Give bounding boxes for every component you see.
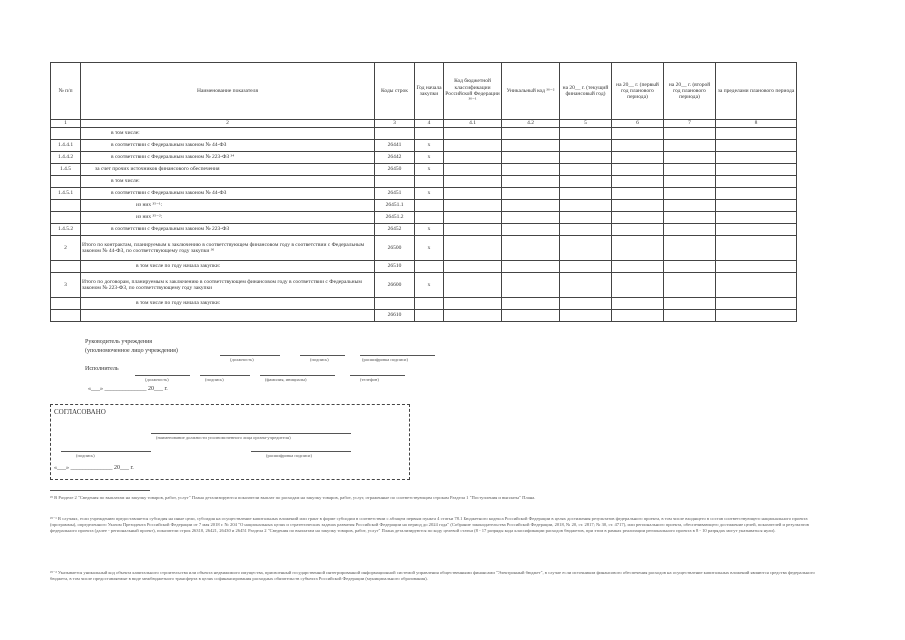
header-unique-code: Уникальный код ³⁶⁻² (502, 63, 560, 120)
row-no: 3 (51, 273, 81, 298)
row-name: Итого по контрактам, планируемым к заключению в соответствующем финансовом году в соответствии с Федеральным законом № 44-ФЗ, по соответствующему году закупки ³⁶ (81, 236, 375, 261)
row-code: 26600 (375, 273, 415, 298)
table-row (51, 176, 797, 188)
value-cell[interactable] (560, 273, 612, 298)
footnote-separator (50, 490, 150, 491)
value-cell[interactable] (612, 140, 664, 152)
row-year (415, 200, 444, 212)
table-row (51, 224, 797, 236)
row-year (415, 128, 444, 140)
header-beyond: за пределами планового периода (716, 63, 797, 120)
value-cell[interactable] (612, 261, 664, 273)
value-cell[interactable] (444, 310, 502, 322)
approval-sig-caption: (подпись) (76, 453, 95, 458)
col-num: 5 (560, 120, 612, 128)
executor-fio-line[interactable] (260, 375, 335, 376)
value-cell[interactable] (560, 212, 612, 224)
table-row (51, 273, 797, 298)
approval-decode-caption: (расшифровка подписи) (266, 453, 312, 458)
value-cell[interactable] (444, 236, 502, 261)
header-first-year: на 20__ г. (первый год планового периода) (612, 63, 664, 120)
col-num: 4.2 (502, 120, 560, 128)
approval-signature-line[interactable] (61, 451, 151, 452)
header-current-year: на 20__ г. (текущий финансовый год) (560, 63, 612, 120)
row-name: в том числе по году начала закупки: (81, 261, 375, 273)
value-cell[interactable] (716, 261, 797, 273)
column-number-row (51, 120, 797, 128)
value-cell[interactable] (444, 200, 502, 212)
row-year: х (415, 140, 444, 152)
cap-position2: (должность) (145, 377, 169, 382)
cap-fio: (фамилия, инициалы) (265, 377, 307, 382)
table-row (51, 200, 797, 212)
row-name: в соответствии с Федеральным законом № 44-ФЗ (81, 140, 375, 152)
value-cell[interactable] (716, 236, 797, 261)
approval-org-line[interactable] (151, 433, 351, 434)
table-row (51, 261, 797, 273)
header-year: Год начала закупки (415, 63, 444, 120)
value-cell[interactable] (664, 188, 716, 200)
value-cell[interactable] (716, 176, 797, 188)
table-row (51, 128, 797, 140)
value-cell[interactable] (502, 128, 560, 140)
table-row (51, 140, 797, 152)
date-line: «___» ______________ 20___ г. (88, 386, 168, 392)
value-cell[interactable] (560, 164, 612, 176)
value-cell[interactable] (502, 224, 560, 236)
row-no: 1.4.4.2 (51, 152, 81, 164)
table-row (51, 164, 797, 176)
value-cell[interactable] (664, 273, 716, 298)
row-year: х (415, 164, 444, 176)
row-no (51, 176, 81, 188)
cap-signature: (подпись) (310, 357, 329, 362)
value-cell[interactable] (560, 224, 612, 236)
row-year (415, 212, 444, 224)
row-name: в том числе: (81, 176, 375, 188)
value-cell[interactable] (444, 128, 502, 140)
table-row (51, 152, 797, 164)
value-cell[interactable] (502, 212, 560, 224)
row-year (415, 310, 444, 322)
col-num: 4 (415, 120, 444, 128)
value-cell[interactable] (716, 224, 797, 236)
value-cell[interactable] (560, 140, 612, 152)
head-label: Руководитель учреждения (85, 339, 153, 345)
col-num: 1 (51, 120, 81, 128)
value-cell[interactable] (716, 164, 797, 176)
row-name: Итого по договорам, планируемым к заключению в соответствующем финансовом году в соответствии с Федеральным законом № 223-ФЗ, по соответствующему году закупки (81, 273, 375, 298)
row-name: в том числе: (81, 128, 375, 140)
approval-date-line: «___» ______________ 20___ г. (54, 465, 134, 471)
row-code: 26442 (375, 152, 415, 164)
value-cell[interactable] (612, 298, 664, 310)
executor-signature-line[interactable] (200, 375, 250, 376)
value-cell[interactable] (560, 200, 612, 212)
value-cell[interactable] (502, 176, 560, 188)
row-name: из них ³⁵⁻¹: (81, 200, 375, 212)
value-cell[interactable] (560, 236, 612, 261)
value-cell[interactable] (664, 200, 716, 212)
footnote-35: ³⁵ В Разделе 2 "Сведения по выплатам на закупку товаров, работ, услуг" Плана детализируются показатели выплат по расходам на закупку товаров, работ, услуг, отраженные по соответствующим строкам Раздела 1 "Поступления и выплаты" Плана. (50, 495, 536, 500)
row-no: 1.4.4.1 (51, 140, 81, 152)
approval-box (50, 404, 410, 480)
value-cell[interactable] (612, 236, 664, 261)
header-code: Коды строк (375, 63, 415, 120)
value-cell[interactable] (560, 298, 612, 310)
row-code: 26451 (375, 188, 415, 200)
value-cell[interactable] (502, 164, 560, 176)
approval-decode-line[interactable] (251, 451, 351, 452)
row-year: х (415, 152, 444, 164)
row-code: 26500 (375, 236, 415, 261)
value-cell[interactable] (664, 176, 716, 188)
col-num: 8 (716, 120, 797, 128)
approval-org-caption: (наименование должности уполномоченного лица органа-учредителя) (156, 435, 291, 440)
value-cell[interactable] (664, 224, 716, 236)
value-cell[interactable] (560, 176, 612, 188)
executor-phone-line[interactable] (350, 375, 405, 376)
col-num: 7 (664, 120, 716, 128)
row-code: 26610 (375, 310, 415, 322)
head-signature-line[interactable] (300, 355, 345, 356)
row-name: в том числе по году начала закупки: (81, 298, 375, 310)
value-cell[interactable] (502, 140, 560, 152)
header-name: Наименование показателя (81, 63, 375, 120)
row-code: 26452 (375, 224, 415, 236)
head-position-line[interactable] (220, 355, 280, 356)
row-no (51, 212, 81, 224)
value-cell[interactable] (502, 200, 560, 212)
value-cell[interactable] (664, 164, 716, 176)
row-code: 26451.1 (375, 200, 415, 212)
row-code: 26510 (375, 261, 415, 273)
value-cell[interactable] (444, 261, 502, 273)
value-cell[interactable] (612, 212, 664, 224)
value-cell[interactable] (612, 224, 664, 236)
value-cell[interactable] (612, 128, 664, 140)
row-year (415, 298, 444, 310)
value-cell[interactable] (612, 188, 664, 200)
value-cell[interactable] (560, 128, 612, 140)
value-cell[interactable] (612, 152, 664, 164)
value-cell[interactable] (444, 152, 502, 164)
payments-table (50, 62, 797, 322)
value-cell[interactable] (716, 140, 797, 152)
header-kbk: Код бюджетной классификации Российской Федерации ³⁶⁻¹ (444, 63, 502, 120)
value-cell[interactable] (444, 212, 502, 224)
value-cell[interactable] (716, 298, 797, 310)
value-cell[interactable] (664, 128, 716, 140)
value-cell[interactable] (612, 176, 664, 188)
row-year: х (415, 273, 444, 298)
table-row (51, 188, 797, 200)
row-year (415, 261, 444, 273)
value-cell[interactable] (664, 152, 716, 164)
value-cell[interactable] (664, 298, 716, 310)
value-cell[interactable] (664, 212, 716, 224)
value-cell[interactable] (444, 188, 502, 200)
value-cell[interactable] (716, 200, 797, 212)
table-row (51, 298, 797, 310)
value-cell[interactable] (664, 310, 716, 322)
value-cell[interactable] (716, 128, 797, 140)
cap-phone: (телефон) (360, 377, 379, 382)
value-cell[interactable] (716, 212, 797, 224)
row-code (375, 176, 415, 188)
row-code (375, 128, 415, 140)
value-cell[interactable] (716, 273, 797, 298)
footnote-35-1: ³⁵⁻¹ В случаях, если учреждению предоставляется субсидия на иные цели, субсидия на осуществление капитальных вложений или грант в форме субсидии в соответствии с абзацем первым пункта 4 статьи 78.1 Бюджетного кодекса Российской Федерации в целях достижения результатов федерального проекта, в том числе входящего в состав соответствующего национального проекта (программы), определенного Указом Президента Российской Федерации от 7 мая 2018 г. № 204 "О национальных целях и стратегических задачах развития Российской Федерации на период до 2024 года" (Собрание законодательства Российской Федерации, 2018, № 20, ст. 2817; № 30, ст. 4717), или регионального проекта, обеспечивающего достижение целей, показателей и результатов федерального проекта (далее - региональный проект), показатели строк 26310, 26421, 26430 и 26451 Раздела 2 "Сведения по выплатам на закупку товаров, работ, услуг" Плана детализируются по коду целевой статьи (8 - 17 разряды кода классификации расходов бюджетов, при этом в рамках реализации регионального проекта в 8 - 10 разрядах могут указываться нули). (50, 516, 809, 534)
row-year: х (415, 236, 444, 261)
row-year (415, 176, 444, 188)
col-num: 6 (612, 120, 664, 128)
head-decode-line[interactable] (360, 355, 435, 356)
value-cell[interactable] (502, 188, 560, 200)
value-cell[interactable] (664, 140, 716, 152)
row-no (51, 128, 81, 140)
value-cell[interactable] (502, 273, 560, 298)
value-cell[interactable] (612, 200, 664, 212)
header-no: № п/п (51, 63, 81, 120)
cap-signature2: (подпись) (205, 377, 224, 382)
cap-decode: (расшифровка подписи) (362, 357, 408, 362)
row-year: х (415, 188, 444, 200)
executor-position-line[interactable] (135, 375, 190, 376)
value-cell[interactable] (612, 273, 664, 298)
table-row (51, 236, 797, 261)
value-cell[interactable] (444, 224, 502, 236)
value-cell[interactable] (502, 298, 560, 310)
col-num: 2 (81, 120, 375, 128)
row-code (375, 298, 415, 310)
row-no (51, 310, 81, 322)
row-no (51, 298, 81, 310)
value-cell[interactable] (560, 152, 612, 164)
table-row (51, 212, 797, 224)
value-cell[interactable] (612, 310, 664, 322)
value-cell[interactable] (502, 236, 560, 261)
row-no: 1.4.5 (51, 164, 81, 176)
row-name: в соответствии с Федеральным законом № 44-ФЗ (81, 188, 375, 200)
approval-title: СОГЛАСОВАНО (54, 408, 106, 416)
value-cell[interactable] (612, 164, 664, 176)
row-no (51, 200, 81, 212)
table-body (51, 128, 797, 322)
row-no: 2 (51, 236, 81, 261)
footnote-35-2: ³⁵⁻² Указывается уникальный код объекта капитального строительства или объекта недвижимого имущества, присвоенный государственной интегрированной информационной системой управления общественными финансами "Электронный бюджет", в случае если источником финансового обеспечения расходов на осуществление капитальных вложений являются средства федерального бюджета, в том числе предоставляемые в виде межбюджетного трансферта в целях софинансирования расходных обязательств субъекта Российской Федерации (муниципального образования). (50, 570, 815, 582)
value-cell[interactable] (716, 152, 797, 164)
col-num: 3 (375, 120, 415, 128)
value-cell[interactable] (664, 261, 716, 273)
row-year: х (415, 224, 444, 236)
table-row (51, 310, 797, 322)
row-no: 1.4.5.1 (51, 188, 81, 200)
cap-position: (должность) (230, 357, 254, 362)
row-code: 26451.2 (375, 212, 415, 224)
row-code: 26441 (375, 140, 415, 152)
value-cell[interactable] (502, 152, 560, 164)
value-cell[interactable] (560, 261, 612, 273)
header-second-year: на 20__ г. (второй год планового периода) (664, 63, 716, 120)
col-num: 4.1 (444, 120, 502, 128)
row-name (81, 310, 375, 322)
executor-label: Исполнитель (85, 366, 119, 372)
row-name: в соответствии с Федеральным законом № 223-ФЗ (81, 224, 375, 236)
row-no (51, 261, 81, 273)
value-cell[interactable] (716, 310, 797, 322)
row-name: в соответствии с Федеральным законом № 223-ФЗ ³⁴ (81, 152, 375, 164)
row-name: из них ³⁵⁻²: (81, 212, 375, 224)
row-code: 26450 (375, 164, 415, 176)
value-cell[interactable] (444, 176, 502, 188)
value-cell[interactable] (716, 188, 797, 200)
value-cell[interactable] (502, 261, 560, 273)
value-cell[interactable] (444, 164, 502, 176)
value-cell[interactable] (560, 310, 612, 322)
value-cell[interactable] (664, 236, 716, 261)
value-cell[interactable] (444, 273, 502, 298)
value-cell[interactable] (444, 298, 502, 310)
value-cell[interactable] (560, 188, 612, 200)
row-name: за счет прочих источников финансового обеспечения (81, 164, 375, 176)
value-cell[interactable] (502, 310, 560, 322)
value-cell[interactable] (444, 140, 502, 152)
row-no: 1.4.5.2 (51, 224, 81, 236)
head-sublabel: (уполномоченное лицо учреждения) (85, 348, 178, 354)
table-header-row (51, 63, 797, 120)
